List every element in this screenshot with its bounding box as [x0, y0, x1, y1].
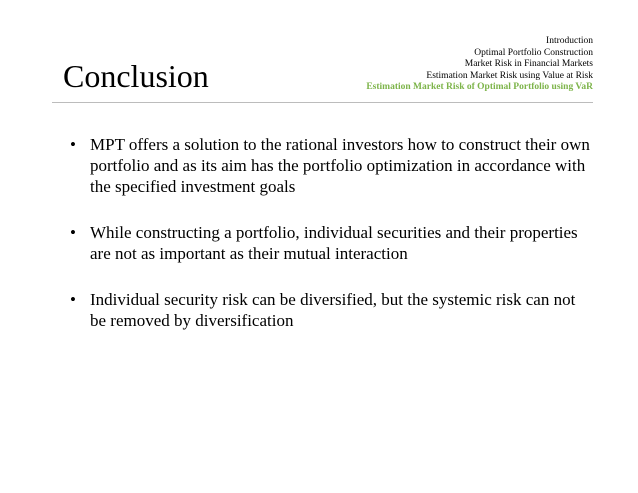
nav-item-estimation-var[interactable]: Estimation Market Risk using Value at Risk: [426, 70, 593, 81]
bullet-icon: •: [70, 135, 76, 154]
title-divider: [52, 102, 593, 103]
bullet-icon: •: [70, 223, 76, 242]
nav-item-estimation-optimal-var[interactable]: Estimation Market Risk of Optimal Portfolio using VaR: [366, 82, 593, 92]
nav-item-introduction[interactable]: Introduction: [546, 36, 593, 46]
slide-title: Conclusion: [63, 58, 209, 94]
section-nav: [366, 36, 593, 94]
bullet-text: Individual security risk can be diversified, but the systemic risk can not be removed by diversification: [90, 290, 576, 330]
nav-item-market-risk[interactable]: Market Risk in Financial Markets: [464, 59, 593, 69]
bullet-icon: •: [70, 290, 76, 309]
bullet-text: While constructing a portfolio, individual securities and their properties are not as important as their mutual interaction: [90, 223, 578, 263]
bullet-list: [70, 134, 590, 356]
bullet-item: [70, 222, 590, 264]
bullet-item: [70, 289, 590, 331]
bullet-item: [70, 134, 590, 197]
bullet-text: MPT offers a solution to the rational investors how to construct their own portfolio and as its aim has the portfolio optimization in accordance with the specified investment goals: [90, 135, 590, 196]
nav-item-optimal-portfolio-construction[interactable]: Optimal Portfolio Construction: [474, 47, 593, 58]
